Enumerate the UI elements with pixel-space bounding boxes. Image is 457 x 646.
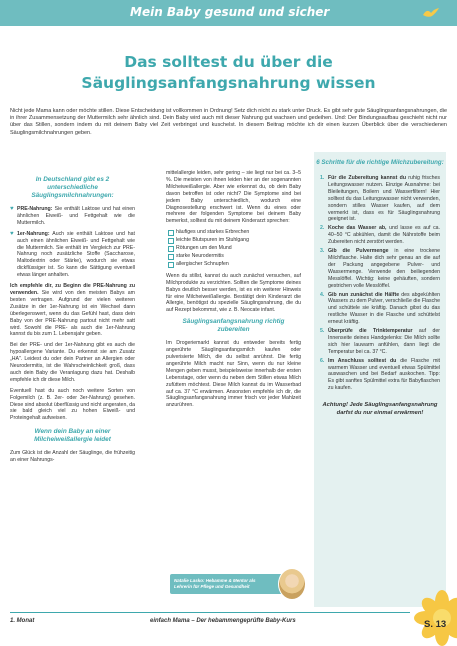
title-line-2: Säuglingsanfangsnahrung wissen <box>81 74 376 92</box>
bullet-label: 1er-Nahrung: <box>17 230 50 237</box>
step-number: 1. <box>320 175 325 181</box>
step-text: in eine trockene Milchflasche. Halte dich sehr genau an die auf der Packung angegebene Pulver- und Wassermenge. Verwende den beiliegenden Messlöffel. Wichtig: keine gehäuften, sondern gestrichen volle Messlöffel. <box>328 248 440 289</box>
bullet-text: Sie enthält Laktose und hat einen ähnlichen Eiweiß- und Fettgehalt wie die Muttermilch. <box>17 206 135 226</box>
step-text: des abgekühlten Wassers zu dem Pulver, verschließe die Flasche und schüttele sie kräftig. Danach gibst du das restliche Wasser in die Flasche und schüttelst erneut kräftig. <box>328 291 440 326</box>
step-number: 6. <box>320 357 325 364</box>
checkbox-icon <box>168 230 174 236</box>
steps-list <box>320 175 440 392</box>
subheading-types: In Deutschland gibt es 2 unterschiedliche Säuglingsmilchnahrungen: <box>31 176 114 199</box>
list-item <box>166 237 301 244</box>
paragraph <box>10 283 135 338</box>
step-text: die Flasche mit warmem Wasser und eventuell etwas Spülmittel auswaschen und bei Bedarf auskochen. Tipp: Es gibt sanftes Spülmittel extra für Babyflaschen zu kaufen. <box>328 357 440 392</box>
list-item <box>166 261 301 268</box>
author-banner <box>170 574 294 594</box>
list-item <box>10 206 135 227</box>
list-item-text: häufiges und starkes Erbrechen <box>176 229 250 236</box>
step-lead: Überprüfe die Trinktemperatur <box>328 328 413 335</box>
column-middle <box>166 170 301 413</box>
list-item-text: leichte Blutspuren im Stuhlgang <box>176 237 249 244</box>
step-item <box>320 175 440 223</box>
checkbox-icon <box>168 262 174 268</box>
list-item-text: Rötungen um den Mund <box>176 245 232 252</box>
symptom-checklist <box>166 229 301 268</box>
step-lead: Im Anschluss solltest du <box>328 357 397 364</box>
step-lead: Für die Zubereitung kannst du <box>328 175 407 181</box>
paragraph: mittelallergie leiden, sehr gering – sie liegt nur bei ca. 3–5 %. Die meisten von ihnen leiden hier an der sogenannten Milcheiweißallergie. Aber wie erkennst du, ob dein Baby davon betroffen ist oder nicht? Die Symptome sind bei jedem Baby unterschiedlich, wodurch eine Diagnosestellung erschwert ist. Wenn du eines oder mehrere der folgenden Symptome bei deinem Baby bemerkst, solltest du mit deinem Kinderarzt sprechen: <box>166 170 301 225</box>
page-number: S. 13 <box>424 619 447 630</box>
step-text: auf der Innenseite deines Handgelenks: Die Milch sollte sich hier lauwarm anfühlen, dann liegt die Temperatur bei ca. 37 °C. <box>328 328 440 355</box>
steps-box-title: 6 Schritte für die richtige Milchzubereitung: <box>316 159 444 166</box>
bird-icon <box>422 7 440 19</box>
flower-icon <box>412 588 457 646</box>
subheading-allergy: Wenn dein Baby an einer Milcheiweißallergie leidet <box>34 428 111 444</box>
step-number: 5. <box>320 328 325 335</box>
checkbox-icon <box>168 238 174 244</box>
footer-month: 1. Monat <box>10 618 35 624</box>
column-left <box>10 170 135 468</box>
list-item-text: starke Neurodermitis <box>176 252 224 259</box>
author-avatar <box>278 568 306 600</box>
footer-course-title: einfach Mama – Der hebammengeprüfte Baby-Kurs <box>150 618 296 624</box>
author-credit: Natalie Lasko: Hebamme & Mentor als Lehrerin für Pflege und Gesundheit <box>174 578 256 589</box>
paragraph-text: Sie wird von den meisten Babys am besten vertragen. Aufgrund der vielen weiteren Zusätze in der 1er-Nahrung ist ein Wechsel dann überlegenswert, wenn du das Gefühl hast, dass dein Baby von der PRE-Nahrung partout nicht mehr satt wird. Sowohl die PRE- als auch die 1er-Nahrung kannst du bis zum 1. Lebensjahr geben. <box>10 289 135 338</box>
intro-paragraph: Nicht jede Mama kann oder möchte stillen. Diese Entscheidung ist vollkommen in Ordnung! Setz dich nicht zu stark unter Druck. Es gibt sehr gute Säuglingsanfangsnahrungen, die in ihrer Zusammensetzung der Muttermilch sehr ähnlich sind. Dein Baby wird auch mit dieser Nahrung gut wachsen und gedeihen. Und: Der Bindungsaufbau geschieht nicht nur über das Stillen, sondern indem du mit deinem Baby viel Zeit verbringst und kuschelst. In diesem Beitrag möchte ich dir einen kurzen Überblick über die verschiedenen Säuglingsmilchnahrungen geben. <box>10 108 447 136</box>
step-number: 4. <box>320 291 325 298</box>
steps-box <box>314 152 446 607</box>
step-item <box>320 292 440 327</box>
step-item <box>320 358 440 393</box>
step-number: 3. <box>320 248 325 255</box>
paragraph-bold: Ich empfehle dir, zu Beginn die PRE-Nahrung zu verwenden. <box>10 283 135 296</box>
step-item <box>320 328 440 356</box>
step-lead: Gib die Pulvermenge <box>328 248 389 255</box>
list-item-text: allergischer Schnupfen <box>176 260 229 267</box>
list-item <box>166 253 301 260</box>
paragraph: Eventuell hast du auch noch weitere Sorten von Folgemilch (z. B. 2er- oder 3er-Nahrung) gesehen. Diese sind absolut überflüssig und nicht angeraten, da sie bald gleich viel zu hohen Eiweiß- und Proteingehalt aufweisen. <box>10 387 135 422</box>
step-lead: Gib nun zunächst die Hälfte <box>328 291 400 298</box>
list-item <box>166 245 301 252</box>
bullet-text: Auch sie enthält Laktose und hat auch einen ähnlichen Eiweiß- und Fettgehalt wie die Muttermilch. Sie enthält im Vergleich zur PRE-Nahrung noch zusätzliche Stoffe (Saccharose, Maltodextrin oder Stärke), wodurch sie etwas dickflüssiger ist. So kann die Sättigung eventuell etwas länger anhalten. <box>17 230 135 279</box>
checkbox-icon <box>168 246 174 252</box>
list-item <box>166 229 301 236</box>
paragraph: Zum Glück ist die Anzahl der Säuglinge, die frühzeitig an einer Nahrungs- <box>10 450 135 464</box>
title-line-1: Das solltest du über die <box>124 53 333 71</box>
paragraph: Im Drogeriemarkt kannst du entweder bereits fertig angerührte Säuglingsanfangsmilch kaufen oder pulverisierte Milch, die du selbst anrührst. Die fertig angerührte Milch macht nur Sinn, wenn du nur kleine Mengen geben musst, beispielsweise innerhalb der ersten Lebenstage, oder wenn du neben dem Stillen etwas Milch zufüttern möchtest. Diese Milch kannst du im Wasserbad auf ca. 37 °C erwärmen. Ansonsten empfehle ich dir, die Säuglingsanfangsnahrung immer frisch vor jeder Mahlzeit anzurühren. <box>166 340 301 409</box>
heart-bullet-icon: ♥ <box>10 206 14 212</box>
step-text: und lasse es auf ca. 40–50 °C abkühlen, damit die Nährstoffe beim Zubereiten nicht zerstört werden. <box>328 225 440 246</box>
list-item <box>10 231 135 279</box>
footer-divider <box>10 612 410 613</box>
step-number: 2. <box>320 225 325 232</box>
step-lead: Koche das Wasser ab, <box>328 225 387 232</box>
step-item <box>320 225 440 246</box>
page-title <box>40 52 417 94</box>
section-title: Mein Baby gesund und sicher <box>130 5 330 19</box>
heart-bullet-icon: ♥ <box>10 230 14 237</box>
step-item <box>320 248 440 289</box>
checkbox-icon <box>168 254 174 260</box>
warning-note: Achtung! Jede Säuglingsanfangsnahrung darfst du nur einmal erwärmen! <box>322 402 438 416</box>
step-text: ruhig frisches Leitungswasser nutzen. Einzige Ausnahme: bei Bleileitungen, Boilern und Wasserfiltern! Hier solltest du das Leitungswasser nicht verwenden, sondern stilles Wasser kaufen, auf dem vermerkt ist, dass es für Säuglingsnahrung geeignet ist. <box>328 175 440 223</box>
bullet-label: PRE-Nahrung: <box>17 206 53 212</box>
subheading-preparation: Säuglingsanfangsnahrung richtig zubereiten <box>182 318 285 334</box>
paragraph: Bei der PRE- und der 1er-Nahrung gibt es auch die hypoallergene Variante. Du erkennst sie am Zusatz „HA". Leidest du oder dein Partner an Allergien oder Neurodermitis, ist die Wahrscheinlichkeit groß, dass auch dein Baby die Veranlagung dazu hat. Deshalb empfehle ich dir diese Milch. <box>10 342 135 383</box>
paragraph: Wenn du stillst, kannst du auch zunächst versuchen, auf Milchprodukte zu verzichten. Sollten die Symptome deines Babys deutlich besser werden, ist es ein weiterer Hinweis für eine Milcheiweißallergie. Bestätigt dein Kinderarzt die Allergie, benötigst du spezielle Säuglingsnahrung, die du auf Rezept bekommst, wie z. B. Neocate infant. <box>166 272 301 314</box>
header-bar <box>0 0 457 26</box>
